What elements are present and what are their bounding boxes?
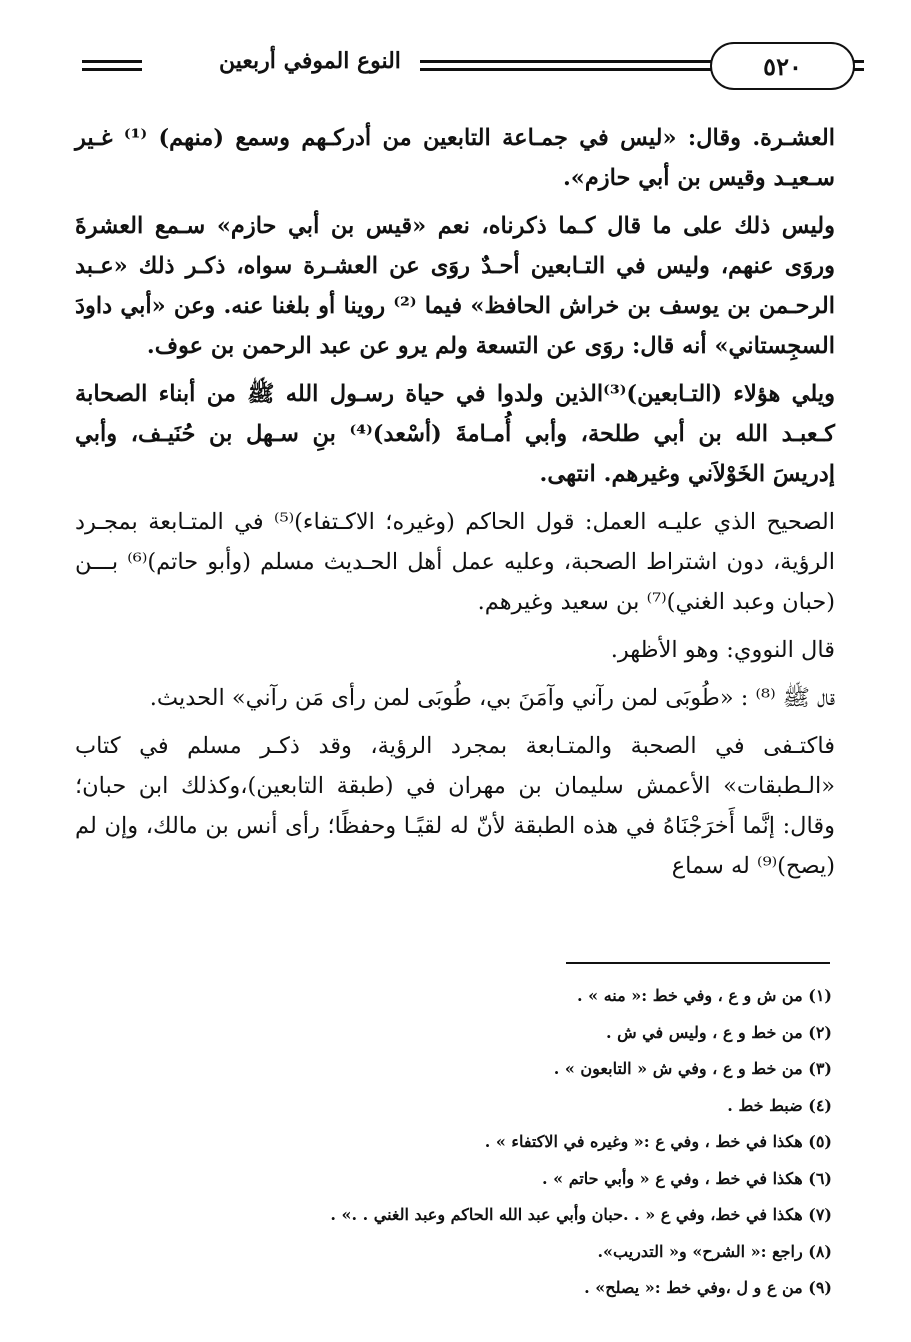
main-text [75,118,835,894]
footnote: (٤) ضبط خط . [727,1095,832,1115]
footnote-separator [566,962,830,964]
paragraph: فاكتـفى في الصحبة والمتـابعة بمجرد الرؤية، وقد ذكـر مسلم في كتاب «الـطبقات» الأعمش سليمان بن مهران في (طبقة التابعين)،وكذلك ابن حبان؛ وقال: إنَّما أَخرَجْنَاهُ في هذه الطبقة لأنّ له لقيًـا وحفظًا؛ رأى أنس بن مالك، وإن لم (يصح)⁽⁹⁾ له سماع [75,733,835,879]
chapter-title: النوع الموفي أربعين [200,48,420,74]
paragraph: الصحيح الذي عليـه العمل: قول الحاكم (وغيره؛ الاكـتفاء)⁽⁵⁾ في المتـابعة بمجـرد الرؤية، دون اشتراط الصحبة، وعليه عمل أهل الحـديث مسلم (وأبو حاتم)⁽⁶⁾ بـــن (حبان وعبد الغني)⁽⁷⁾ بن سعيد وغيرهم. [75,509,836,615]
paragraph: وليس ذلك على ما قال كـما ذكرناه، نعم «قيس بن أبي حازم» سـمع العشرةَ وروَى عنهم، وليس في التـابعين أحـدٌ روَى عن العشـرة سواه، ذكـر ذلك «عـبد الرحـمن بن يوسف بن خراش الحافظ» فيما ⁽²⁾ روينا أو بلغنا عنه. وعن «أبي داودَ السجِستاني» أنه قال: روَى عن التسعة ولم يرو عن عبد الرحمن بن عوف. [75,213,835,359]
footnote: (٣) من خط و ع ، وفي ش « التابعون » . [553,1059,832,1078]
header-rule [82,60,142,63]
footnote: (٥) هكذا في خط ، وفي ع :« وغيره في الاكتفاء » . [484,1132,832,1151]
running-header [70,36,860,100]
footnote: (٨) راجع :« الشرح» و« التدريب». [597,1241,832,1261]
paragraph: العشـرة. وقال: «ليس في جمـاعة التابعين من أدركـهم وسمع (منهم) ⁽¹⁾ غـير سـعيـد وقيس بن أبي حازم». [75,125,835,191]
paragraph: قال النووي: وهو الأظهر. [610,637,835,663]
footnote: (٩) من ع و ل ،وفي خط :« يصلح» . [584,1278,832,1297]
paragraph: قال ﷺ ⁽⁸⁾ : «طُوبَى لمن رآني وآمَنَ بي، طُوبَى لمن رأى مَن رآني» الحديث. [149,685,835,711]
paragraph: ويلي هؤلاء (التـابعين)⁽³⁾الذين ولدوا في حياة رسـول الله ﷺ من أبناء الصحابة كـعبـد الله بن أبي طلحة، وأبي أُمـامةَ (أسْعد)⁽⁴⁾ بنِ سـهل بن حُنَيـف، وأبي إدريسَ الخَوْلاَني وغيرهم. انتهى. [75,381,835,487]
header-rule [82,68,142,71]
footnote: (١) من ش و ع ، وفي خط :« منه » . [577,986,832,1005]
footnote: (٦) هكذا في خط ، وفي ع « وأبي حاتم » . [541,1168,832,1188]
page-number: ٥٢٠ [710,42,855,90]
footnotes [200,978,832,1307]
footnote: (٢) من خط و ع ، وليس في ش . [605,1022,832,1042]
footnote: (٧) هكذا في خط، وفي ع « . .حبان وأبي عبد الله الحاكم وعبد الغني . .» . [330,1205,832,1224]
